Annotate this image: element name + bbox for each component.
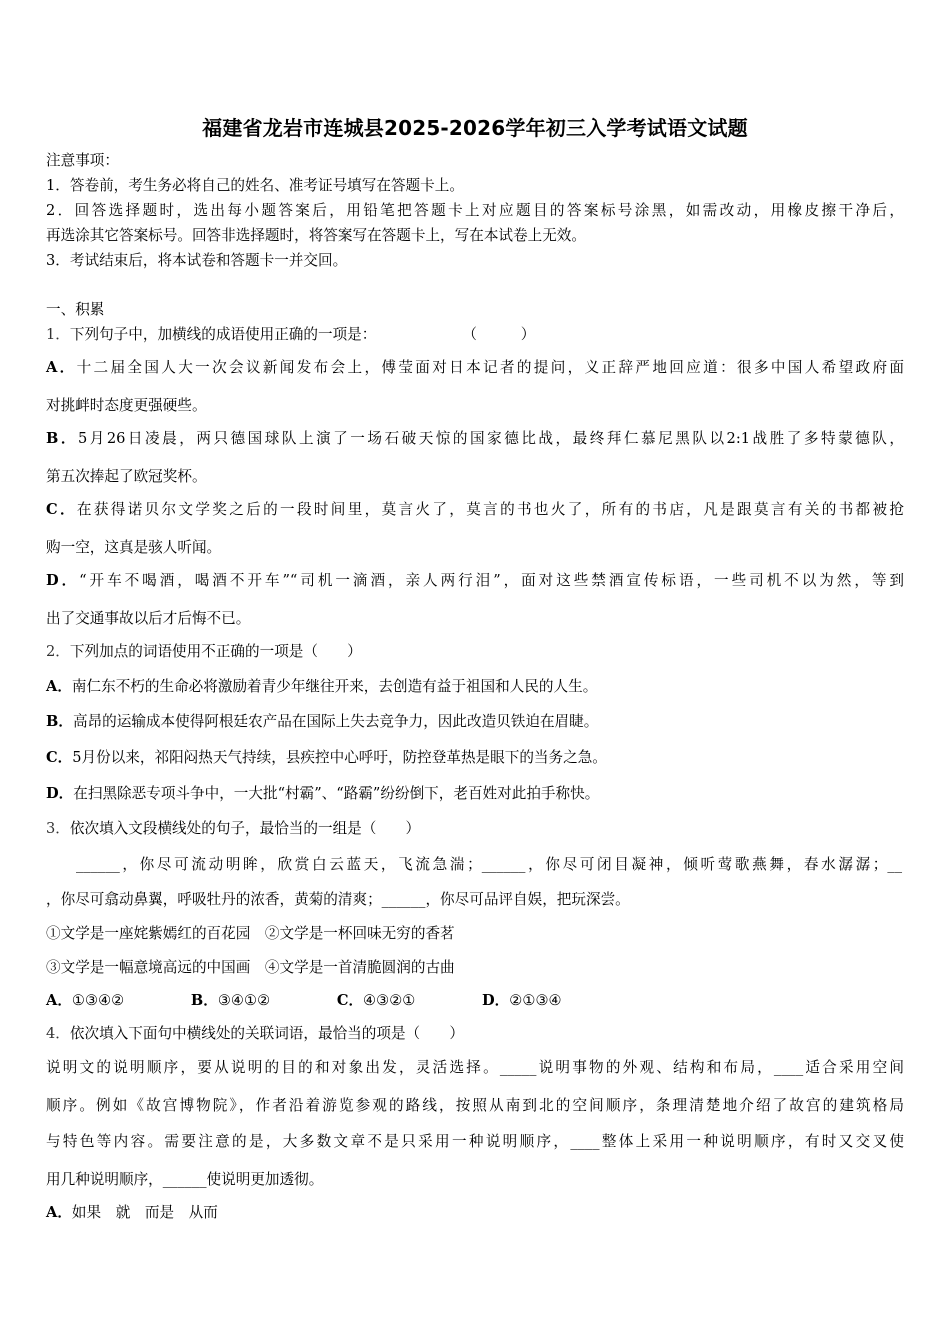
option-a	[46, 358, 904, 378]
notice-item: 1．答卷前，考生务必将自己的姓名、准考证号填写在答题卡上。	[46, 177, 464, 194]
option-text: 在扫黑除恶专项斗争中，一大批“村霸”、“路霸”纷纷倒下，老百姓对此拍手称快。	[73, 785, 600, 802]
question-text: 依次填入下面句中横线处的关联词语，最恰当的项是（ ）	[69, 1025, 464, 1042]
option-label: C．	[336, 992, 364, 1009]
notice-item: 再选涂其它答案标号。回答非选择题时，将答案写在答题卡上，写在本试卷上无效。	[46, 227, 586, 244]
passage-line: ______，你尽可流动明眸，欣赏白云蓝天，飞流急湍；______，你尽可闭目凝神，倾听莺歌燕舞，春水潺潺；__	[76, 856, 902, 873]
option-d-text: ②①③④	[509, 992, 562, 1009]
question-number: 4．	[46, 1025, 70, 1042]
option-text: 如果 就 而是 从而	[71, 1204, 218, 1221]
question-2-stem	[46, 642, 362, 662]
option-b	[46, 429, 904, 449]
question-text: 依次填入文段横线处的句子，最恰当的一组是（ ）	[69, 820, 421, 837]
answer-options	[46, 991, 562, 1011]
option-d	[46, 571, 904, 591]
option-a	[46, 677, 597, 697]
option-label: C．	[46, 501, 77, 518]
question-text: 下列加点的词语使用不正确的一项是（ ）	[69, 643, 362, 660]
passage-line: ，你尽可翕动鼻翼，呼吸牡丹的浓香，黄菊的清爽；______，你尽可品评自娱，把玩深尝。	[46, 891, 630, 908]
question-3-stem	[46, 819, 420, 839]
notice-item: 3．考试结束后，将本试卷和答题卡一并交回。	[46, 252, 348, 269]
option-label: B．	[190, 992, 218, 1009]
option-label: A．	[46, 1204, 72, 1221]
option-text: 5月份以来，祁阳闷热天气持续，县疾控中心呼吁，防控登革热是眼下的当务之急。	[72, 749, 607, 766]
option-label: A．	[46, 992, 72, 1009]
option-label: B．	[46, 430, 78, 447]
option-text: 十二届全国人大一次会议新闻发布会上，傅莹面对日本记者的提问，义正辞严地回应道：很多中国人希望政府面	[76, 359, 904, 376]
option-label: B．	[46, 713, 73, 730]
option-label: D．	[46, 785, 74, 802]
passage-line: 顺序。例如《故宫博物院》，作者沿着游览参观的路线，按照从南到北的空间顺序，条理清楚地介绍了故宫的建筑格局	[46, 1097, 904, 1114]
option-label: D．	[46, 572, 80, 589]
option-text: 5月26日凌晨，两只德国球队上演了一场石破天惊的国家德比战，最终拜仁慕尼黑队以2:1战胜了多特蒙德队，	[77, 430, 904, 447]
option-d-cont: 出了交通事故以后才后悔不已。	[46, 610, 251, 627]
option-text: 高昂的运输成本使得阿根廷农产品在国际上失去竞争力，因此改造贝铁迫在眉睫。	[72, 713, 599, 730]
answer-paren: （ ）	[462, 326, 536, 343]
passage-line: 与特色等内容。需要注意的是，大多数文章不是只采用一种说明顺序，____整体上采用一种说明顺序，有时又交叉使	[46, 1133, 904, 1150]
question-text: 下列句子中，加横线的成语使用正确的一项是：	[69, 326, 377, 343]
passage-line: 用几种说明顺序，______使说明更加透彻。	[46, 1171, 324, 1188]
option-b-text: ③④①②	[217, 992, 271, 1009]
page-title: 福建省龙岩市连城县2025-2026学年初三入学考试语文试题	[202, 116, 748, 140]
option-c-cont: 购一空，这真是骇人听闻。	[46, 539, 222, 556]
question-4-stem	[46, 1024, 464, 1044]
section-heading: 一、积累	[46, 301, 105, 318]
choice-line: ①文学是一座姹紫嫣红的百花园 ②文学是一杯回味无穷的香茗	[46, 925, 455, 942]
question-1-stem	[46, 325, 535, 345]
option-a	[46, 1203, 218, 1223]
option-text: 在获得诺贝尔文学奖之后的一段时间里，莫言火了，莫言的书也火了，所有的书店，凡是跟莫言有关的书都被抢	[76, 501, 904, 518]
question-number: 2．	[46, 643, 70, 660]
option-label: A．	[46, 359, 77, 376]
choice-line: ③文学是一幅意境高远的中国画 ④文学是一首清脆圆润的古曲	[46, 959, 455, 976]
option-c	[46, 748, 607, 768]
option-c-text: ④③②①	[363, 992, 416, 1009]
option-label: A．	[46, 678, 72, 695]
notice-heading: 注意事项：	[46, 152, 119, 169]
option-a-text: ①③④②	[71, 992, 125, 1009]
option-label: C．	[46, 749, 73, 766]
option-b-cont: 第五次捧起了欧冠奖杯。	[46, 468, 207, 485]
question-number: 1．	[46, 326, 70, 343]
option-text: “开车不喝酒，喝酒不开车”“司机一滴酒，亲人两行泪”，面对这些禁酒宣传标语，一些司机不以为然，等到	[79, 572, 904, 589]
option-text: 南仁东不朽的生命必将激励着青少年继往开来，去创造有益于祖国和人民的人生。	[71, 678, 598, 695]
option-b	[46, 712, 598, 732]
notice-item: 2．回答选择题时，选出每小题答案后，用铅笔把答题卡上对应题目的答案标号涂黑，如需改动，用橡皮擦干净后，	[46, 202, 904, 219]
option-label: D．	[482, 992, 510, 1009]
question-number: 3．	[46, 820, 70, 837]
option-a-cont: 对挑衅时态度更强硬些。	[46, 397, 207, 414]
option-c	[46, 500, 904, 520]
passage-line: 说明文的说明顺序，要从说明的目的和对象出发，灵活选择。_____说明事物的外观、结构和布局，____适合采用空间	[46, 1059, 904, 1076]
option-d	[46, 784, 599, 804]
